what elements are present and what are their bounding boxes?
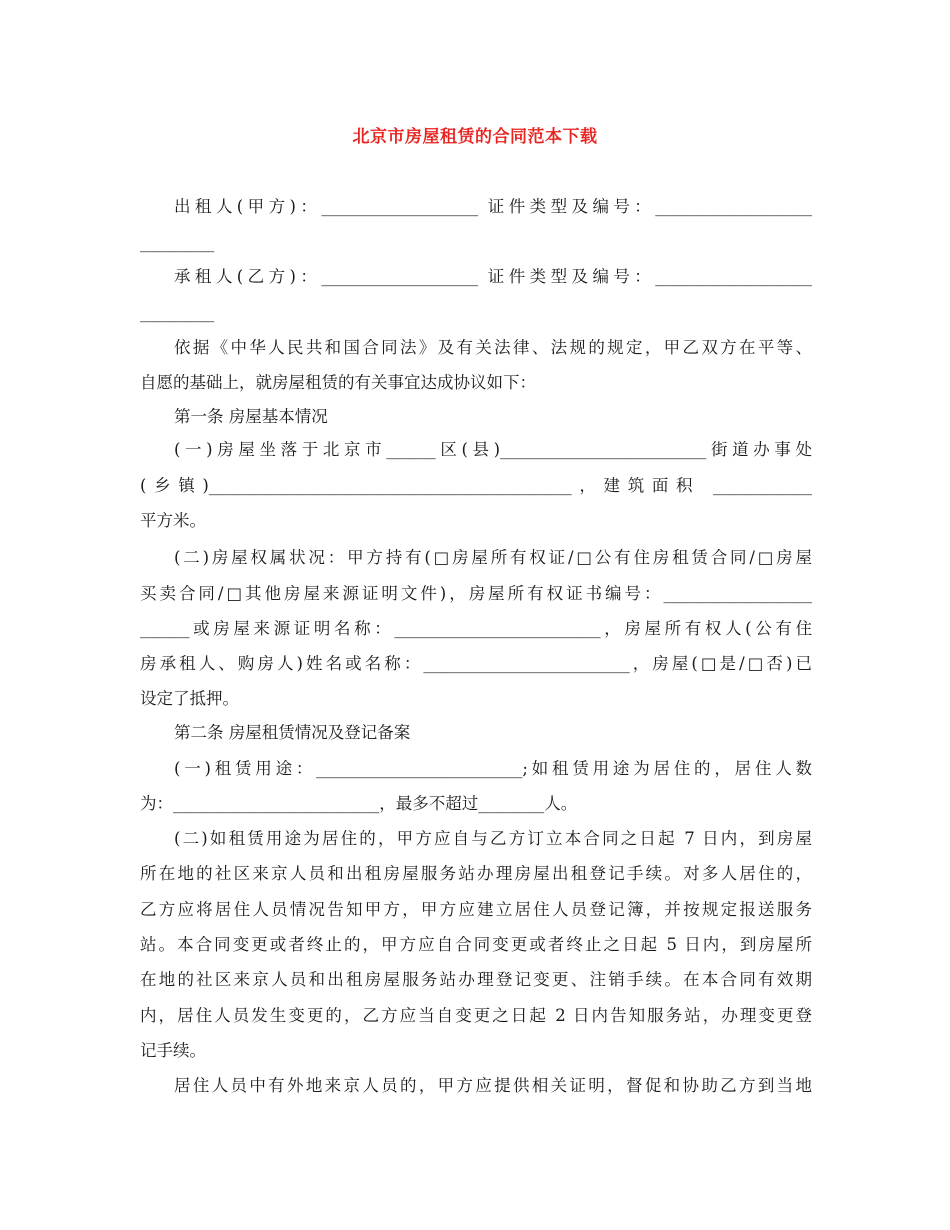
body-line: 在地的社区来京人员和出租房屋服务站办理登记变更、注销手续。在本合同有效期	[140, 970, 812, 989]
body-line: 内，居住人员发生变更的，乙方应当自变更之日起 2 日内告知服务站，办理变更登	[140, 1006, 812, 1025]
body-line: (乡镇)____________________________________________，建筑面积 ____________	[140, 476, 812, 495]
body-line: 设定了抵押。	[140, 689, 239, 708]
article-heading: 第二条 房屋租赁情况及登记备案	[174, 723, 411, 742]
body-line: 平方米。	[140, 511, 206, 530]
body-line: 房承租人、购房人)姓名或名称：_________________________，房屋(□是/□否)已	[140, 654, 812, 673]
body-line: ______或房屋来源证明名称：_________________________，房屋所有权人(公有住	[140, 619, 812, 638]
body-line: (一)租赁用途：_________________________;如租赁用途为居住的，居住人数	[174, 759, 812, 778]
lessee-info-continuation: _________	[140, 303, 215, 322]
body-line: (二)如租赁用途为居住的，甲方应自与乙方订立本合同之日起 7 日内，到房屋	[174, 829, 812, 848]
body-line: 居住人员中有外地来京人员的，甲方应提供相关证明，督促和协助乙方到当地	[174, 1076, 812, 1095]
document-title: 北京市房屋租赁的合同范本下载	[352, 127, 598, 147]
body-line: 站。本合同变更或者终止的，甲方应自合同变更或者终止之日起 5 日内，到房屋所	[140, 935, 812, 954]
lessee-info-line: 承租人(乙方)：___________________ 证件类型及编号：___________________	[174, 267, 812, 286]
preamble-line: 自愿的基础上，就房屋租赁的有关事宜达成协议如下：	[140, 373, 536, 392]
lessor-info-line: 出租人(甲方)：___________________ 证件类型及编号：___________________	[174, 197, 812, 216]
body-line: (二)房屋权属状况：甲方持有(□房屋所有权证/□公有住房租赁合同/□房屋	[174, 548, 812, 567]
article-heading: 第一条 房屋基本情况	[174, 407, 328, 426]
lessor-info-continuation: _________	[140, 233, 215, 252]
body-line: 买卖合同/□其他房屋来源证明文件)，房屋所有权证书编号：__________________	[140, 584, 812, 603]
body-line: (一)房屋坐落于北京市______区(县)_________________________街道办事处	[174, 440, 812, 459]
body-line: 为：_________________________，最多不超过________人。	[140, 794, 578, 813]
body-line: 记手续。	[140, 1041, 206, 1060]
preamble-line: 依据《中华人民共和国合同法》及有关法律、法规的规定，甲乙双方在平等、	[174, 338, 812, 357]
body-line: 乙方应将居住人员情况告知甲方，甲方应建立居住人员登记簿，并按规定报送服务	[140, 900, 812, 919]
body-line: 所在地的社区来京人员和出租房屋服务站办理房屋出租登记手续。对多人居住的，	[140, 864, 812, 883]
